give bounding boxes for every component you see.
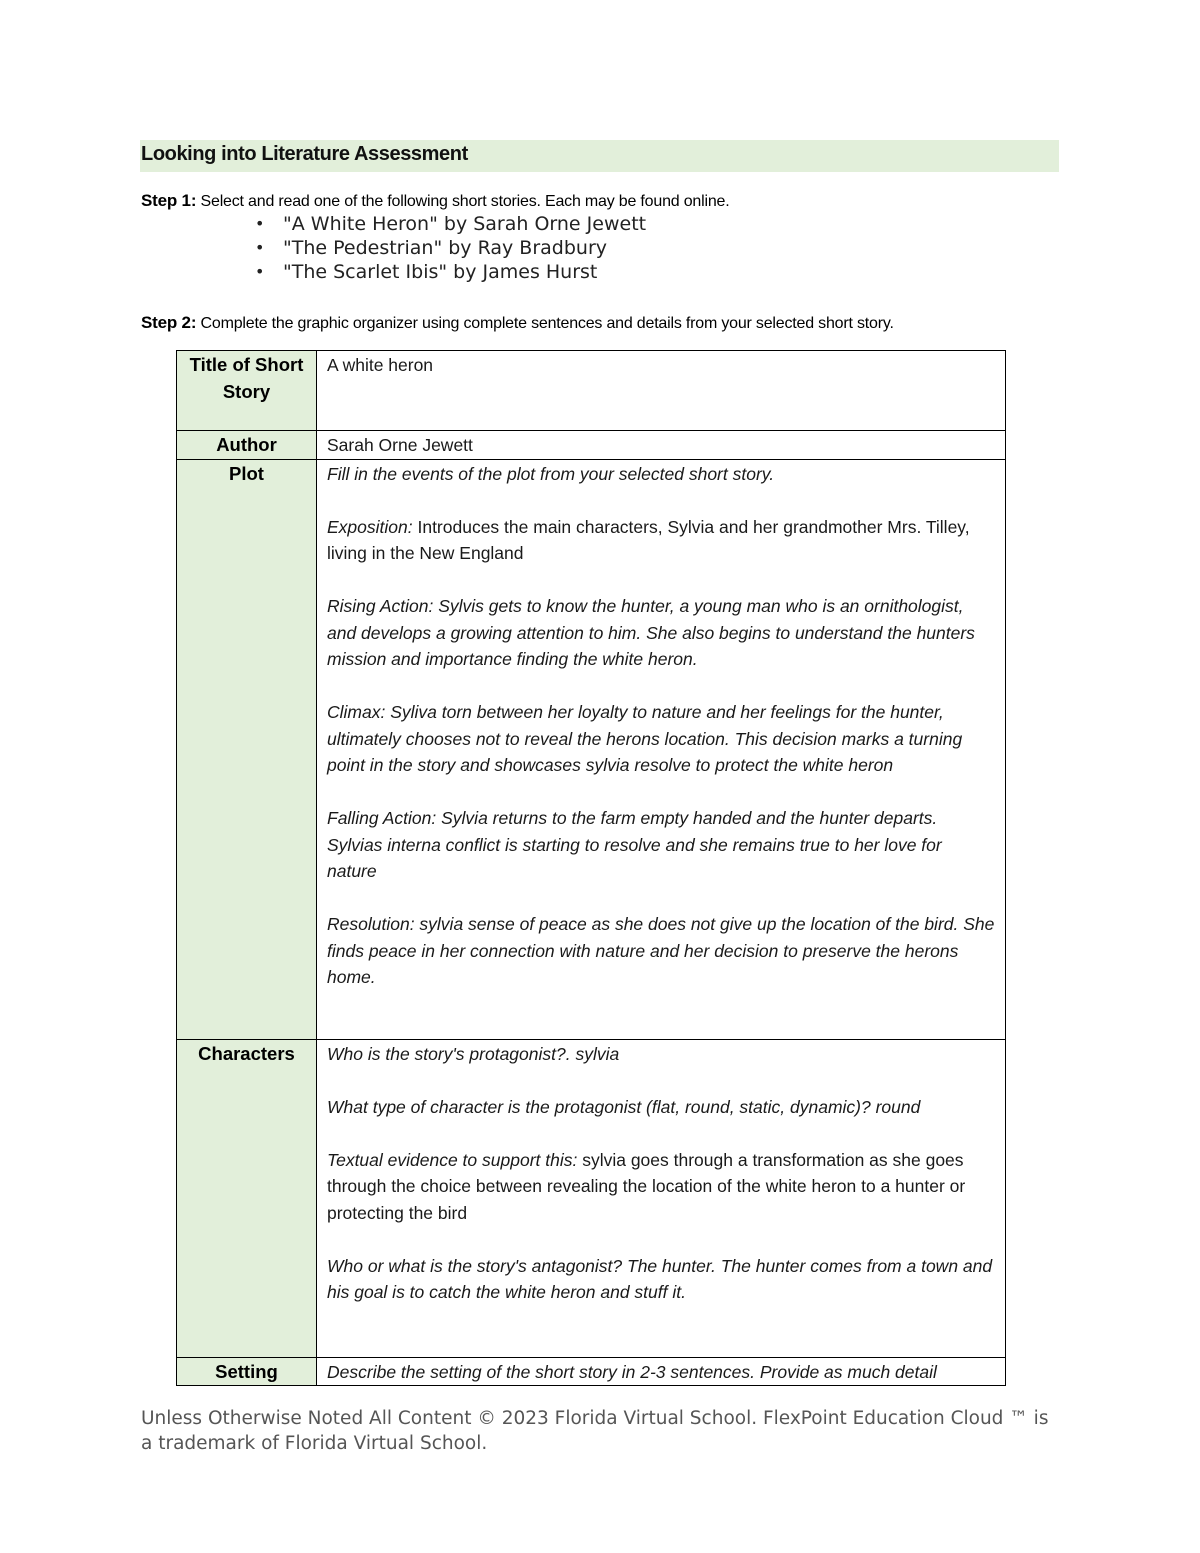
table-row (177, 431, 1006, 460)
author-value[interactable]: Sarah Orne Jewett (317, 431, 1006, 460)
spacer (327, 567, 995, 594)
spacer (327, 1120, 995, 1147)
spacer (327, 673, 995, 700)
list-item (250, 212, 646, 236)
step-2 (141, 313, 894, 333)
footer-copyright: Unless Otherwise Noted All Content © 2023 Florida Virtual School. FlexPoint Education Cloud ™ is a trademark of Florida Virtual School. (141, 1408, 1049, 1454)
plot-resolution: Resolution: sylvia sense of peace as she does not give up the location of the bird. She finds peace in her connection with nature and her decision to preserve the herons home. (327, 914, 995, 987)
step-1-label: Step 1: (141, 191, 197, 210)
graphic-organizer (176, 350, 1006, 1386)
step-1 (141, 191, 729, 211)
plot-falling-action: Falling Action: Sylvia returns to the farm empty handed and the hunter departs. Sylvias interna conflict is starting to resolve and she remains true to her love for nature (327, 808, 942, 881)
table-row (177, 1357, 1006, 1386)
spacer (327, 1067, 995, 1094)
title-value[interactable]: A white heron (317, 351, 1006, 431)
step-2-label: Step 2: (141, 313, 197, 332)
characters-label-text: Characters (198, 1042, 295, 1064)
plot-prompt: Fill in the events of the plot from your selected short story. (327, 463, 775, 484)
story-list (250, 212, 646, 284)
setting-label: Setting (177, 1357, 317, 1386)
characters-label (177, 1039, 317, 1357)
plot-exposition (327, 514, 995, 567)
spacer (327, 487, 995, 514)
evidence-text: sylvia goes through a transformation as she goes through the choice between revealing the location of the white heron to a hunter or protecting the bird (327, 1149, 966, 1223)
table-row (177, 459, 1006, 1039)
exposition-label: Exposition: (327, 516, 413, 537)
spacer (327, 1226, 995, 1253)
author-label: Author (177, 431, 317, 460)
setting-prompt: Describe the setting of the short story in 2-3 sentences. Provide as much detail (327, 1361, 937, 1382)
spacer (327, 779, 995, 806)
bullet-icon: • (255, 262, 265, 281)
bullet-icon: • (255, 214, 265, 233)
list-item (250, 236, 646, 260)
story-option: "The Pedestrian" by Ray Bradbury (283, 237, 608, 259)
plot-label: Plot (177, 459, 317, 1039)
story-option: "The Scarlet Ibis" by James Hurst (283, 261, 598, 283)
title-label: Title of Short Story (177, 351, 317, 431)
table-row (177, 351, 1006, 431)
spacer (327, 885, 995, 912)
protagonist-question: Who is the story's protagonist?. sylvia (327, 1043, 620, 1064)
plot-rising-action: Rising Action: Sylvis gets to know the hunter, a young man who is an ornithologist, and develops a growing attention to him. She also begins to understand the hunters mission and importance finding the white heron. (327, 596, 975, 669)
page-title: Looking into Literature Assessment (141, 143, 468, 165)
story-option: "A White Heron" by Sarah Orne Jewett (283, 213, 647, 235)
step-2-text: Complete the graphic organizer using complete sentences and details from your selected short story. (196, 315, 894, 332)
plot-content[interactable] (317, 459, 1006, 1039)
characters-content[interactable] (317, 1039, 1006, 1357)
plot-climax: Climax: Syliva torn between her loyalty to nature and her feelings for the hunter, ultimately chooses not to reveal the herons location. This decision marks a turning point in the story and showcases sylvia resolve to protect the white heron (327, 702, 963, 775)
textual-evidence (327, 1147, 995, 1227)
bullet-icon: • (255, 238, 265, 257)
table-row (177, 1039, 1006, 1357)
step-1-text: Select and read one of the following short stories. Each may be found online. (196, 193, 730, 210)
evidence-label: Textual evidence to support this: (327, 1149, 578, 1170)
setting-content[interactable] (317, 1357, 1006, 1386)
exposition-text: Introduces the main characters, Sylvia and her grandmother Mrs. Tilley, living in the New England (327, 516, 970, 563)
antagonist-question: Who or what is the story's antagonist? The hunter. The hunter comes from a town and his goal is to catch the white heron and stuff it. (327, 1255, 993, 1302)
list-item (250, 260, 646, 284)
character-type-question: What type of character is the protagonist (flat, round, static, dynamic)? round (327, 1096, 921, 1117)
